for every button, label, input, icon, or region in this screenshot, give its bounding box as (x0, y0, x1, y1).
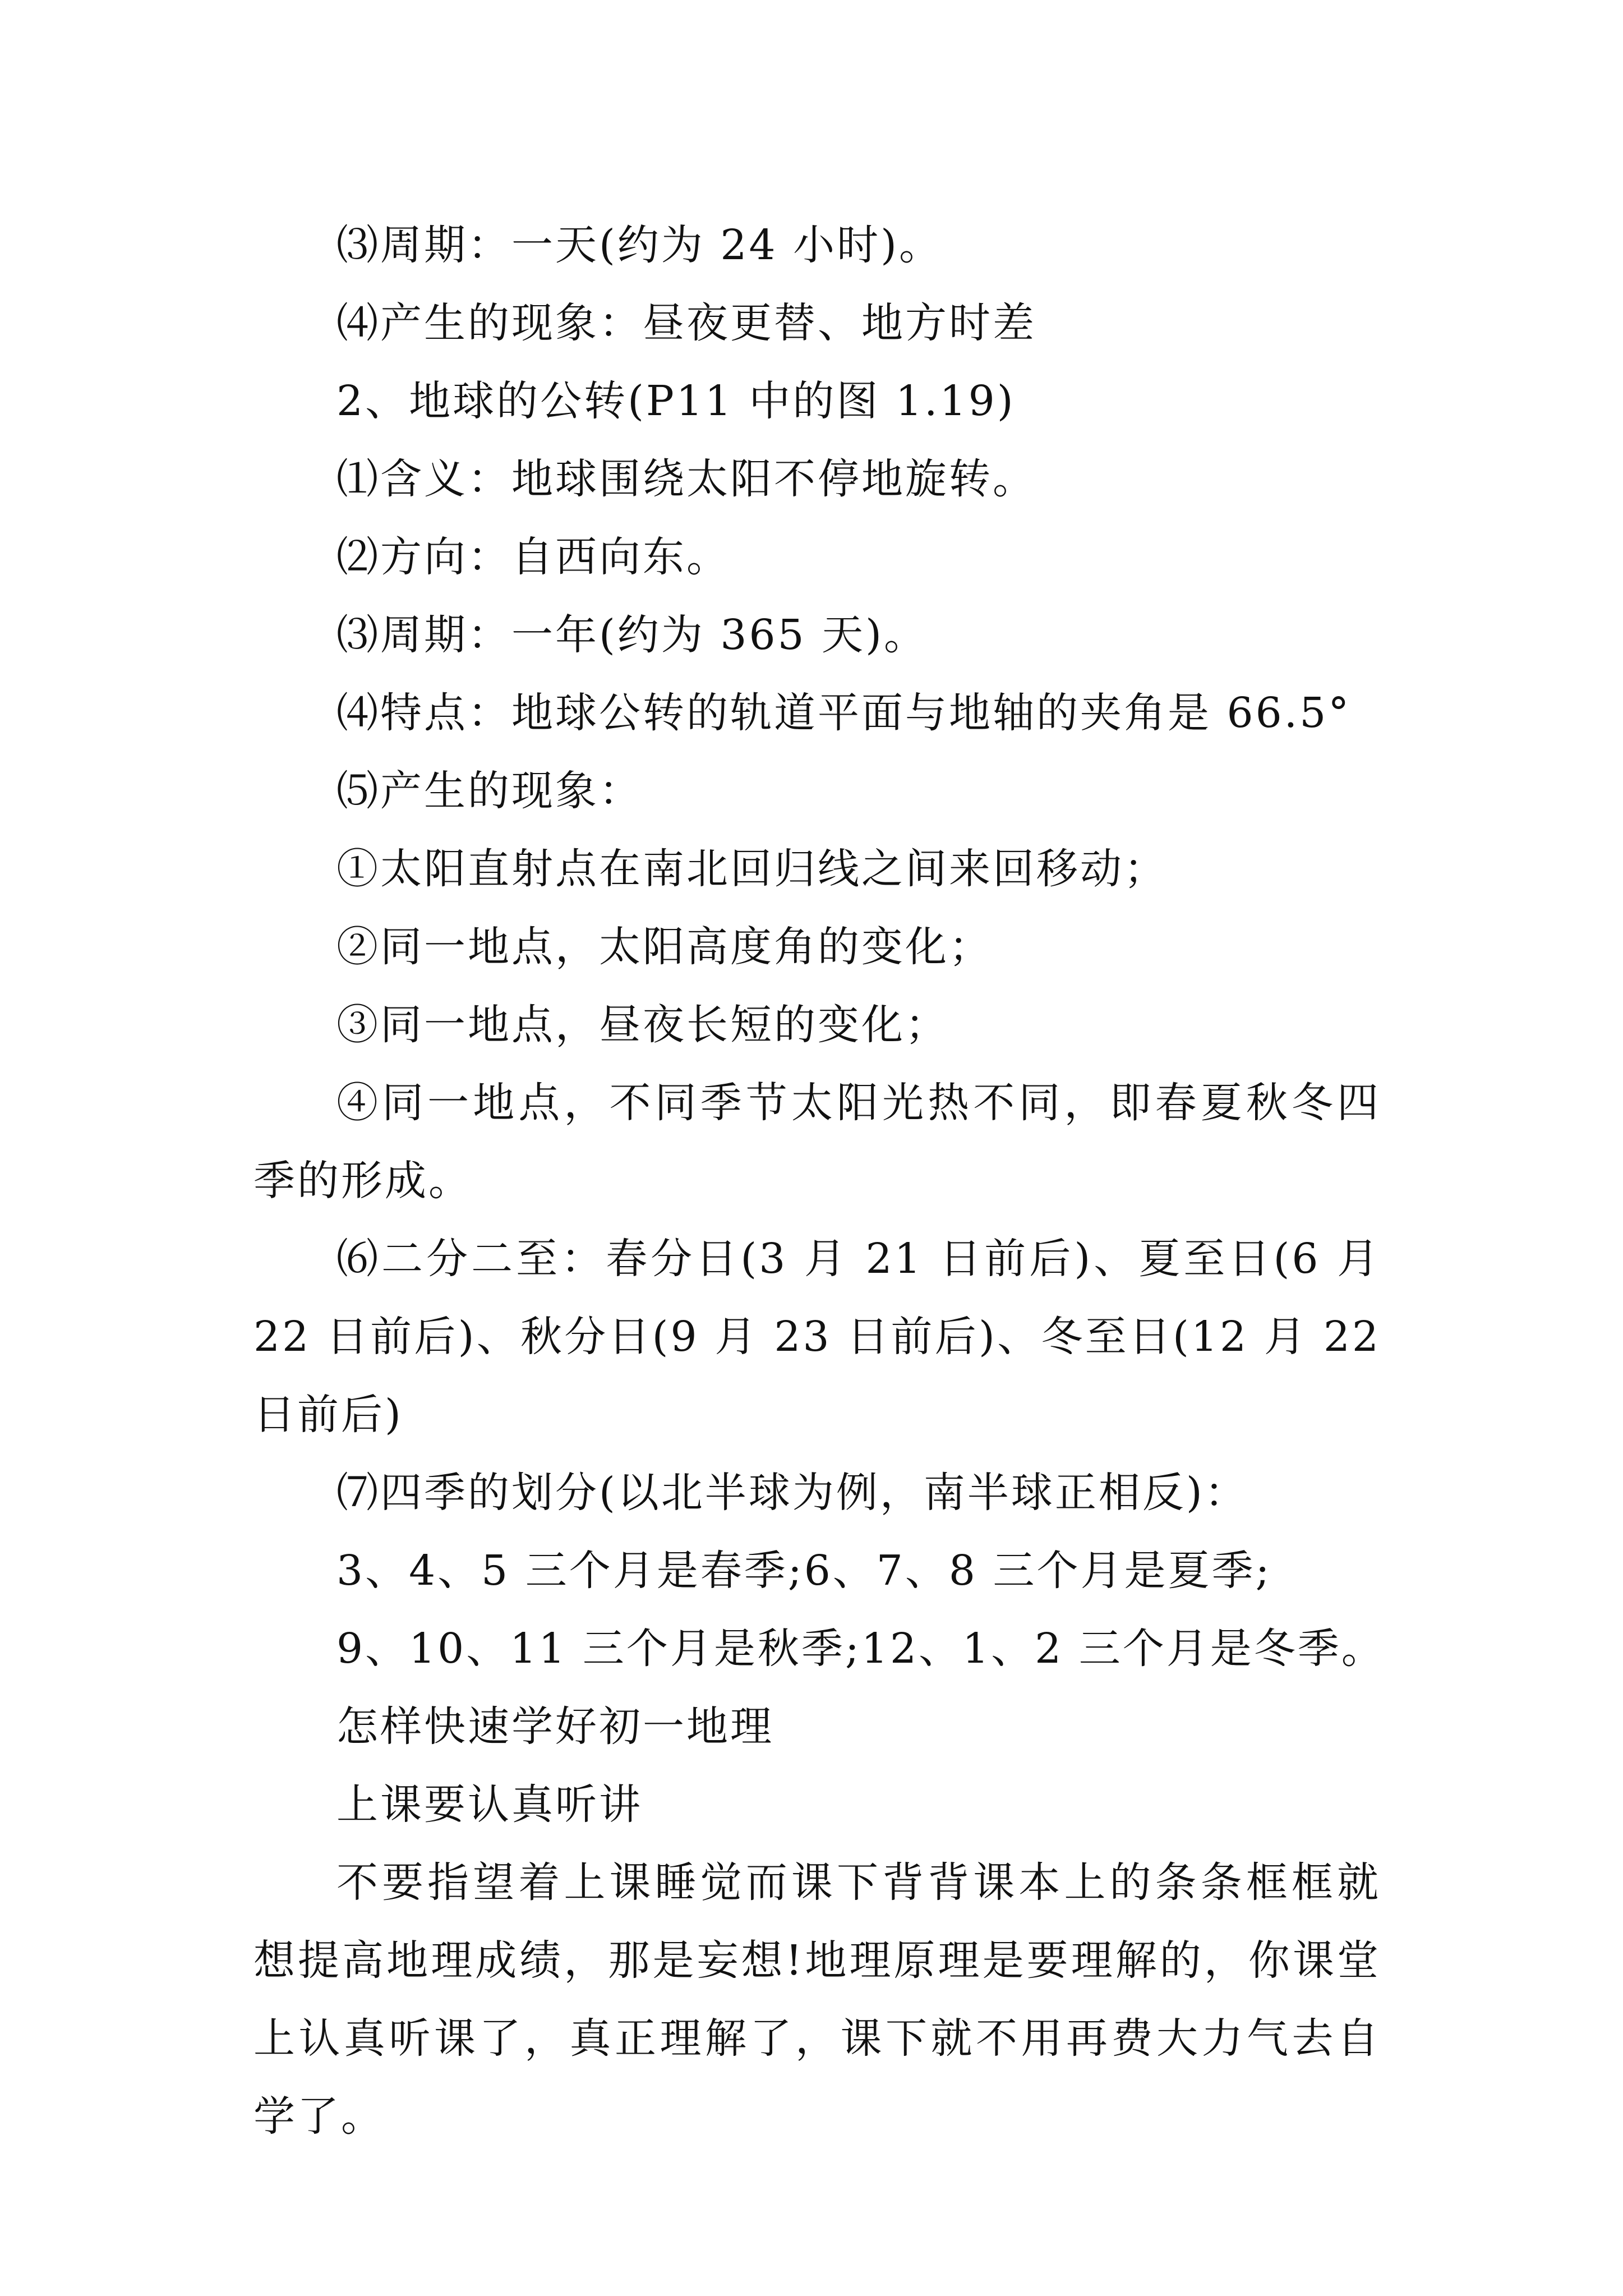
text-line: ⑸产生的现象： (336, 767, 643, 815)
paragraph: ⑹二分二至：春分日(3 月 21 日前后)、夏至日(6 月 22 日前后)、秋分日(9 月 23 日前后)、冬至日(12 月 22 日前后) (253, 1235, 1381, 1439)
text-line: 3、4、5 三个月是春季;6、7、8 三个月是夏季; (336, 1547, 1272, 1595)
text-line: ②同一地点，太阳高度角的变化； (336, 923, 993, 971)
text-line: ⑴含义：地球围绕太阳不停地旋转。 (336, 455, 1036, 503)
text-line: ⑷特点：地球公转的轨道平面与地轴的夹角是 66.5° (336, 689, 1352, 737)
text-line: ⑵方向：自西向东。 (336, 533, 730, 581)
paragraph: ④同一地点，不同季节太阳光热不同，即春夏秋冬四季的形成。 (253, 1079, 1381, 1205)
text-line: ①太阳直射点在南北回归线之间来回移动； (336, 845, 1168, 893)
text-line: ⑺四季的划分(以北半球为例，南半球正相反)： (336, 1469, 1248, 1517)
text-line: 9、10、11 三个月是秋季;12、1、2 三个月是冬季。 (336, 1625, 1385, 1673)
text-line: ⑶周期：一年(约为 365 天)。 (336, 611, 928, 659)
document-body (253, 206, 1385, 2156)
section-heading: 2、地球的公转(P11 中的图 1.19) (336, 377, 1016, 425)
text-line: ⑶周期：一天(约为 24 小时)。 (336, 221, 943, 269)
subsection-heading: 上课要认真听讲 (336, 1780, 643, 1829)
text-line: ③同一地点，昼夜长短的变化； (336, 1001, 949, 1049)
section-heading: 怎样快速学好初一地理 (336, 1703, 774, 1751)
paragraph: 不要指望着上课睡觉而课下背背课本上的条条框框就想提高地理成绩，那是妄想!地理原理是要理解的，你课堂上认真听课了，真正理解了，课下就不用再费大力气去自学了。 (253, 1858, 1381, 2141)
text-line: ⑷产生的现象：昼夜更替、地方时差 (336, 299, 1036, 347)
